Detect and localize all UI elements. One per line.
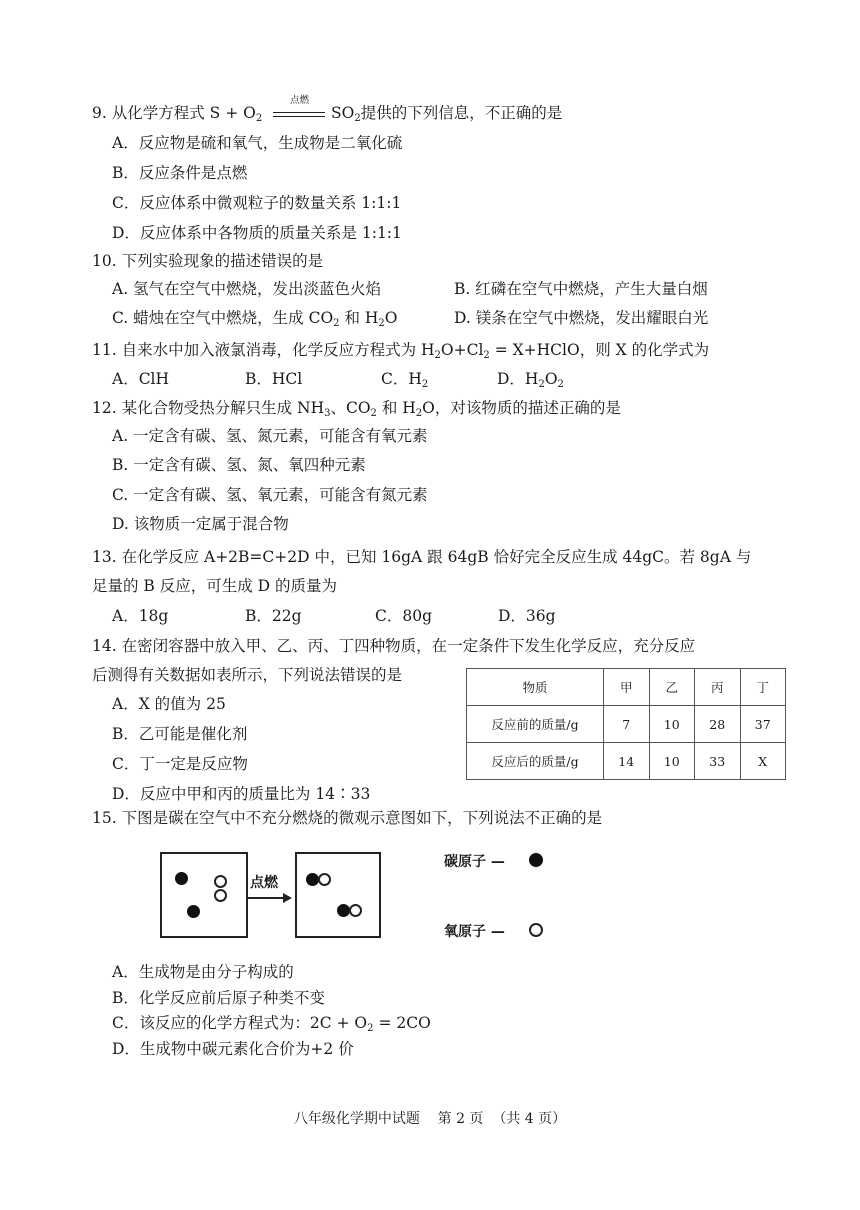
subscript: 2	[367, 1023, 374, 1034]
q11-d-text: D．H	[497, 370, 539, 388]
page-footer: 八年级化学期中试题 第 2 页 （共 4 页）	[293, 1111, 567, 1127]
q15-option-b: B．化学反应前后原子种类不变	[112, 989, 325, 1007]
q10-c-text: 和 H	[339, 309, 379, 327]
q12-text: 、CO	[330, 399, 371, 417]
legend-carbon-label: 碳原子 —	[444, 854, 505, 870]
q11-option-a: A．ClH	[112, 370, 170, 388]
table-cell: 33	[695, 743, 741, 780]
q14-option-b: B．乙可能是催化剂	[112, 725, 248, 743]
q10-option-c	[112, 308, 398, 328]
table-cell: 10	[649, 743, 695, 780]
q15-c-text: = 2CO	[373, 1014, 431, 1032]
table-header-row	[467, 669, 786, 706]
subscript: 2	[538, 379, 545, 390]
table-cell: 10	[649, 706, 695, 743]
q14-option-a: A．X 的值为 25	[112, 695, 226, 713]
arrow-condition-label: 点燃	[250, 875, 278, 891]
q13-option-a: A．18g	[112, 607, 169, 625]
q15-option-a: A．生成物是由分子构成的	[112, 963, 294, 981]
table-cell: 乙	[649, 669, 695, 706]
q9-option-d: D．反应体系中各物质的质量关系是 1:1:1	[112, 224, 402, 242]
oxygen-atom	[214, 875, 227, 888]
q12-text: O，对该物质的描述正确的是	[422, 399, 621, 417]
table-cell: 丁	[740, 669, 786, 706]
q13-option-b: B．22g	[245, 607, 302, 625]
table-cell: 物质	[467, 669, 604, 706]
q9-stem-text: 9. 从化学方程式 S + O	[92, 104, 256, 122]
oxygen-atom	[318, 873, 331, 886]
reaction-condition: 点燃	[290, 95, 310, 106]
reactants-box	[160, 852, 248, 938]
q13-option-d: D．36g	[498, 607, 556, 625]
table-row	[467, 743, 786, 780]
table-cell: 14	[604, 743, 650, 780]
subscript: 2	[370, 408, 377, 419]
q15-stem: 15. 下图是碳在空气中不充分燃烧的微观示意图如下，下列说法不正确的是	[92, 809, 603, 827]
table-cell: 甲	[604, 669, 650, 706]
table-cell: 反应后的质量/g	[467, 743, 604, 780]
oxygen-atom	[214, 889, 227, 902]
legend-oxygen-label: 氧原子 —	[444, 924, 505, 940]
q9-stem-tail	[331, 103, 562, 123]
q11-d-text: O	[544, 370, 558, 388]
q9-option-a: A．反应物是硫和氧气，生成物是二氧化硫	[112, 134, 403, 152]
carbon-atom	[187, 905, 200, 918]
q12-stem	[92, 398, 621, 418]
q13-stem-line2: 足量的 B 反应，可生成 D 的质量为	[92, 577, 338, 595]
q14-option-c: C．丁一定是反应物	[112, 755, 248, 773]
q14-option-d: D．反应中甲和丙的质量比为 14∶33	[112, 785, 371, 803]
legend-carbon-icon	[529, 853, 543, 867]
q11-stem	[92, 340, 709, 360]
table-cell: 反应前的质量/g	[467, 706, 604, 743]
subscript: 2	[255, 113, 263, 124]
reaction-equals-sign	[273, 112, 325, 117]
q14-data-table	[466, 668, 786, 780]
q11-text: O+Cl	[440, 341, 484, 359]
subscript: 3	[324, 408, 331, 419]
subscript: 2	[483, 350, 490, 361]
q12-text: 和 H	[376, 399, 416, 417]
carbon-atom	[175, 872, 188, 885]
q10-stem: 10. 下列实验现象的描述错误的是	[92, 252, 324, 270]
q13-stem-line1: 13. 在化学反应 A+2B=C+2D 中，已知 16gA 跟 64gB 恰好完全反应生成 44gC。若 8gA 与	[92, 548, 752, 566]
table-cell: X	[740, 743, 786, 780]
q10-option-a: A. 氢气在空气中燃烧，发出淡蓝色火焰	[112, 280, 382, 298]
subscript: 2	[415, 408, 423, 419]
reaction-arrow	[248, 897, 284, 899]
q9-option-c: C．反应体系中微观粒子的数量关系 1:1:1	[112, 194, 402, 212]
q15-c-text: C．该反应的化学方程式为：2C + O	[112, 1014, 368, 1032]
q10-c-text: C. 蜡烛在空气中燃烧，生成 CO	[112, 309, 334, 327]
q15-option-d: D．生成物中碳元素化合价为+2 价	[112, 1040, 354, 1058]
q12-option-c: C. 一定含有碳、氢、氧元素，可能含有氮元素	[112, 486, 428, 504]
q9-stem-post: 提供的下列信息，不正确的是	[360, 104, 563, 122]
q15-option-c	[112, 1013, 431, 1033]
q11-text: 11. 自来水中加入液氯消毒，化学反应方程式为 H	[92, 341, 435, 359]
q9-option-b: B．反应条件是点燃	[112, 164, 248, 182]
table-row	[467, 706, 786, 743]
q10-option-b: B. 红磷在空气中燃烧，产生大量白烟	[454, 280, 708, 298]
subscript: 2	[378, 318, 385, 329]
table-cell: 丙	[695, 669, 741, 706]
q14-stem-line2: 后测得有关数据如表所示，下列说法错误的是	[92, 666, 403, 684]
table-cell: 7	[604, 706, 650, 743]
q9-stem	[92, 103, 262, 123]
oxygen-atom	[349, 904, 362, 917]
q11-option-c	[381, 369, 428, 389]
q11-option-b: B．HCl	[245, 370, 303, 388]
q11-text: = X+HClO，则 X 的化学式为	[489, 341, 710, 359]
q13-option-c: C．80g	[375, 607, 433, 625]
subscript: 2	[557, 379, 564, 390]
q12-option-d: D. 该物质一定属于混合物	[112, 515, 289, 533]
q12-option-a: A. 一定含有碳、氢、氮元素，可能含有氧元素	[112, 427, 428, 445]
arrow-head-icon	[283, 893, 292, 903]
q10-c-text: O	[384, 309, 398, 327]
subscript: 2	[434, 350, 441, 361]
table-cell: 28	[695, 706, 741, 743]
table-cell: 37	[740, 706, 786, 743]
subscript: 2	[421, 379, 429, 390]
q10-option-d: D. 镁条在空气中燃烧，发出耀眼白光	[454, 309, 709, 327]
q11-option-d	[497, 369, 564, 389]
q12-text: 12. 某化合物受热分解只生成 NH	[92, 399, 325, 417]
subscript: 2	[333, 318, 340, 329]
q12-option-b: B. 一定含有碳、氢、氮、氧四种元素	[112, 456, 366, 474]
q14-stem-line1: 14. 在密闭容器中放入甲、乙、丙、丁四种物质，在一定条件下发生化学反应，充分反应	[92, 637, 696, 655]
products-box	[295, 852, 381, 938]
so2-formula: SO	[331, 104, 355, 122]
legend-oxygen-icon	[529, 923, 543, 937]
subscript: 2	[354, 113, 361, 124]
q11-c-text: C．H	[381, 370, 422, 388]
